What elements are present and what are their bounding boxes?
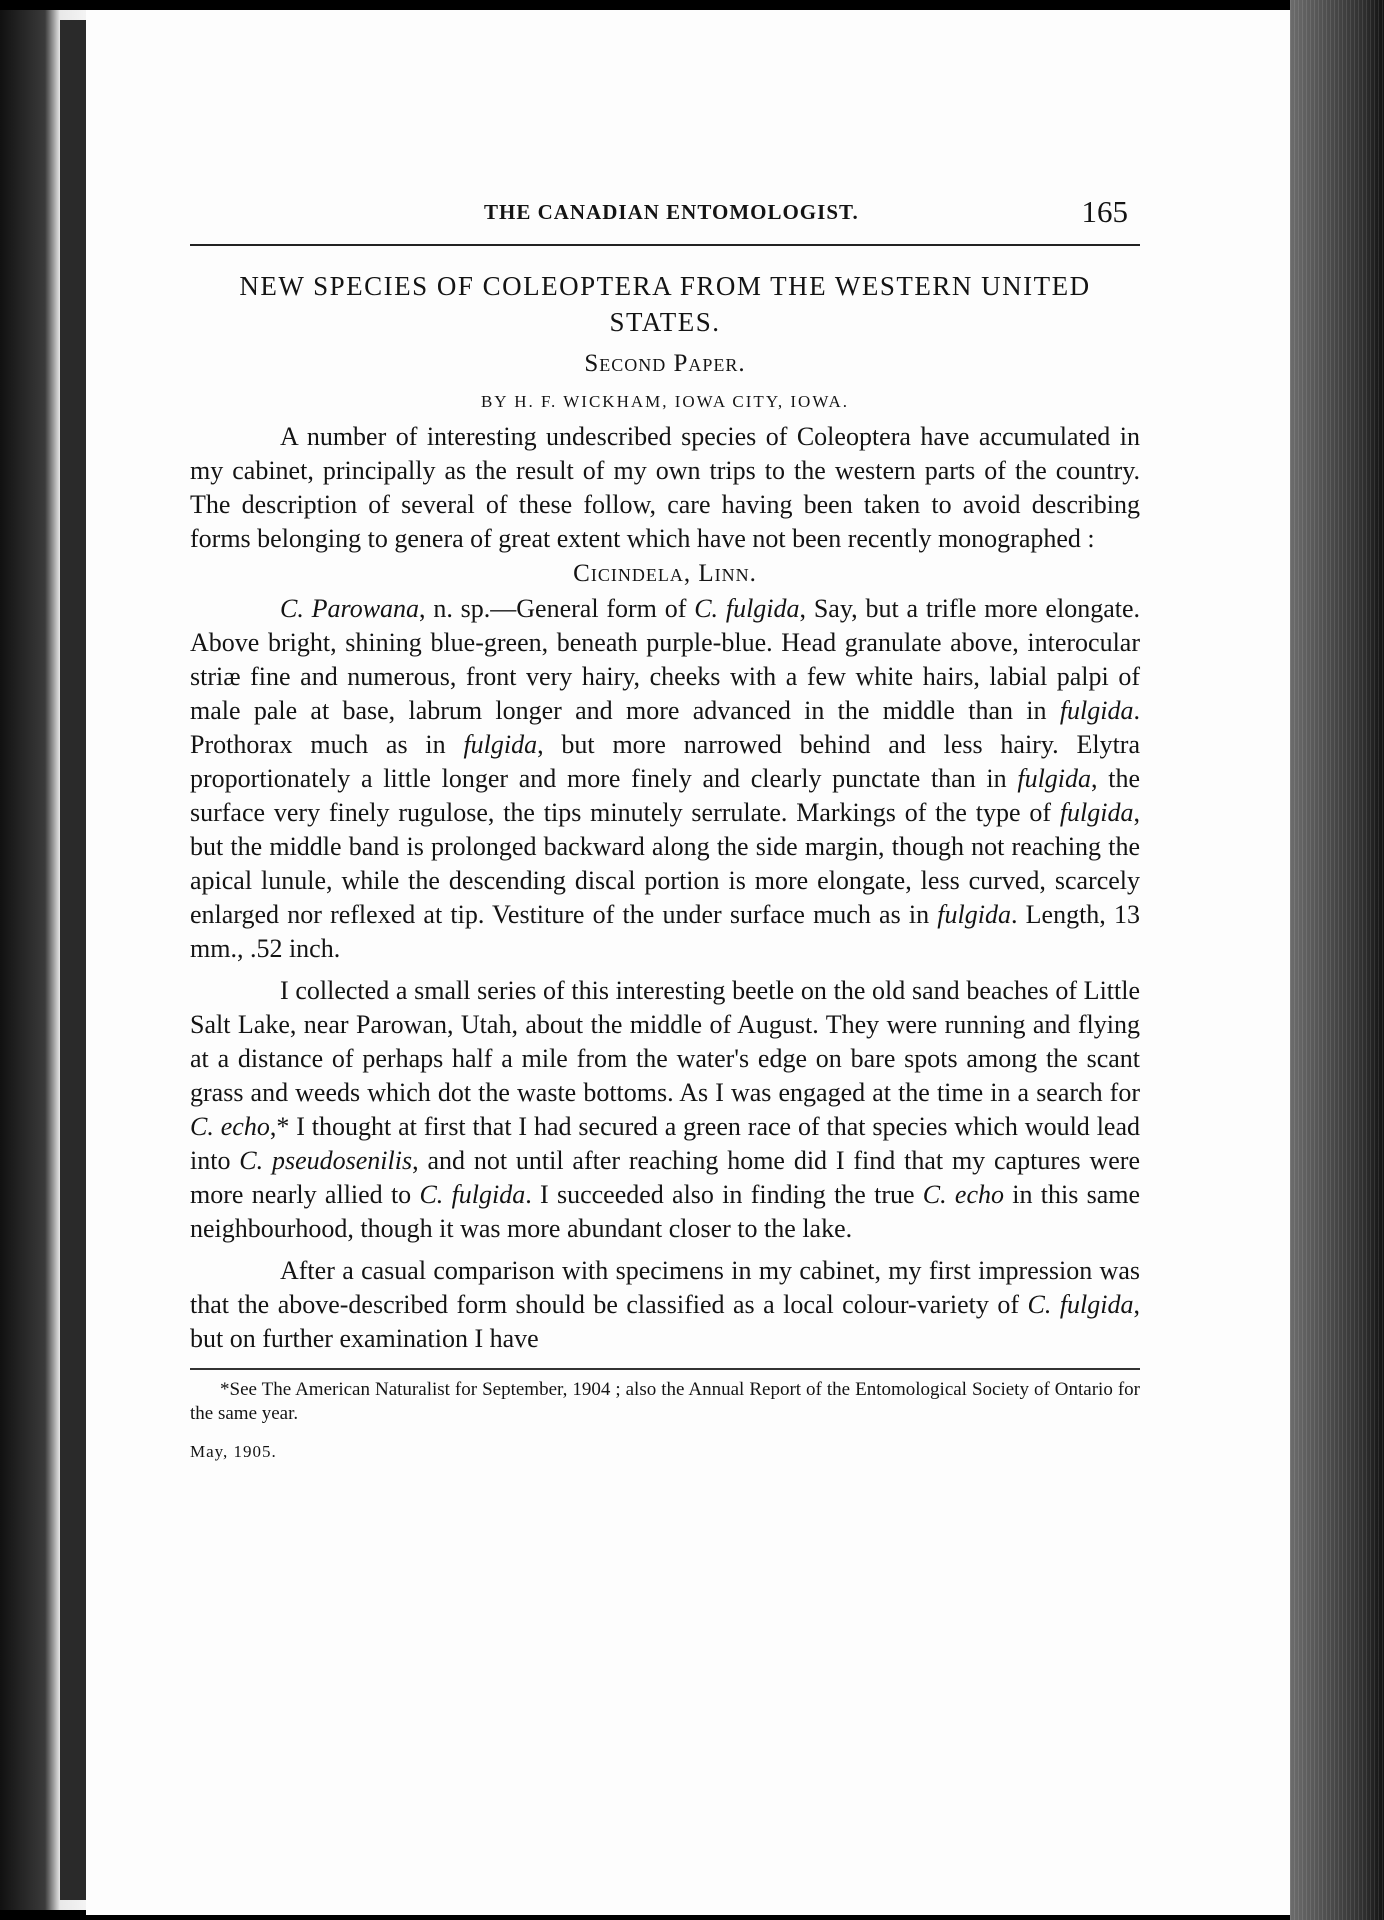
text-run: in this same neighbourhood, though it was more abundant closer to the lake. [190, 1180, 1141, 1243]
species-reference: C. fulgida [1027, 1290, 1134, 1319]
header-rule [190, 244, 1140, 246]
species-reference: fulgida [1017, 764, 1092, 793]
text-run: , but the middle band is prolonged backward along the side margin, though not reaching the apical lunule, while the descending discal portion is more elongate, less curved, scarcely enlarged nor reflexed at tip. Vestiture of the under surface much as in [190, 798, 1140, 929]
species-reference: C. fulgida [419, 1180, 526, 1209]
species-reference: C. echo [190, 1112, 270, 1141]
species-description-paragraph [190, 592, 1140, 966]
article-byline: BY H. F. WICKHAM, IOWA CITY, IOWA. [480, 392, 850, 411]
text-run: , but on further examination I have [190, 1290, 1140, 1353]
intro-paragraph: A number of interesting undescribed species of Coleoptera have accumulated in my cabinet, principally as the result of my own trips to the western parts of the country. The description of several of these follow, care having been taken to avoid describing forms belonging to genera of great extent which have not been recently monographed : [190, 422, 1140, 553]
text-run: . Prothorax much as in [190, 696, 1140, 759]
text-run: . Length, 13 mm., .52 inch. [190, 900, 1140, 963]
text-run: , the surface very finely rugulose, the tips minutely serrulate. Markings of the type of [190, 764, 1141, 827]
species-reference: fulgida [1059, 696, 1134, 725]
text-run: , n. sp.—General form of [419, 594, 695, 623]
genus-heading: Cicindela, Linn. [573, 560, 757, 587]
text-run: , but more narrowed behind and less hairy. Elytra proportionately a little longer and more finely and clearly punctate than in [190, 730, 1140, 793]
species-reference: fulgida [463, 730, 538, 759]
text-run: . I succeeded also in finding the true [525, 1180, 923, 1209]
collection-paragraph [190, 974, 1140, 1246]
text-run: I collected a small series of this interesting beetle on the old sand beaches of Little Salt Lake, near Parowan, Utah, about the middle of August. They were running and flying at a distance of perhaps half a mile from the water's edge on bare spots among the scant grass and weeds which dot the waste bottoms. As I was engaged at the time in a search for [190, 976, 1140, 1107]
running-head [190, 194, 1140, 240]
book-edge-right [1290, 0, 1384, 1920]
text-run: , Say, but a trifle more elongate. Above bright, shining blue-green, beneath purple-blue. Head granulate above, interocular striæ fine and numerous, front very hairy, cheeks with a few white hairs, labial palpi of male pale at base, labrum longer and more advanced in the middle than in [190, 594, 1140, 725]
issue-date: May, 1905. [190, 1442, 277, 1461]
footnote-rule [190, 1368, 1140, 1370]
article-subtitle: Second Paper. [584, 350, 746, 377]
article-title: NEW SPECIES OF COLEOPTERA FROM THE WESTERN UNITED STATES. [239, 271, 1091, 337]
species-reference: C. fulgida [694, 594, 800, 623]
species-reference: fulgida [1059, 798, 1134, 827]
species-reference: C. echo [922, 1180, 1004, 1209]
journal-title: THE CANADIAN ENTOMOLOGIST. [484, 200, 859, 224]
species-name: C. Parowana [280, 594, 420, 623]
text-run: ,* I thought at first that I had secured a green race of that species which would lead into [190, 1112, 1141, 1175]
page-content [190, 194, 1141, 1462]
species-reference: fulgida [937, 900, 1011, 929]
page-number: 165 [1081, 194, 1128, 229]
text-run: , and not until after reaching home did I find that my captures were more nearly allied to [190, 1146, 1140, 1209]
species-reference: C. pseudosenilis [239, 1146, 413, 1175]
comparison-paragraph [190, 1254, 1140, 1356]
footnote: *See The American Naturalist for September, 1904 ; also the Annual Report of the Entomological Society of Ontario for the same year. [190, 1379, 1140, 1424]
text-run: After a casual comparison with specimens in my cabinet, my first impression was that the above-described form should be classified as a local colour-variety of [190, 1256, 1140, 1319]
